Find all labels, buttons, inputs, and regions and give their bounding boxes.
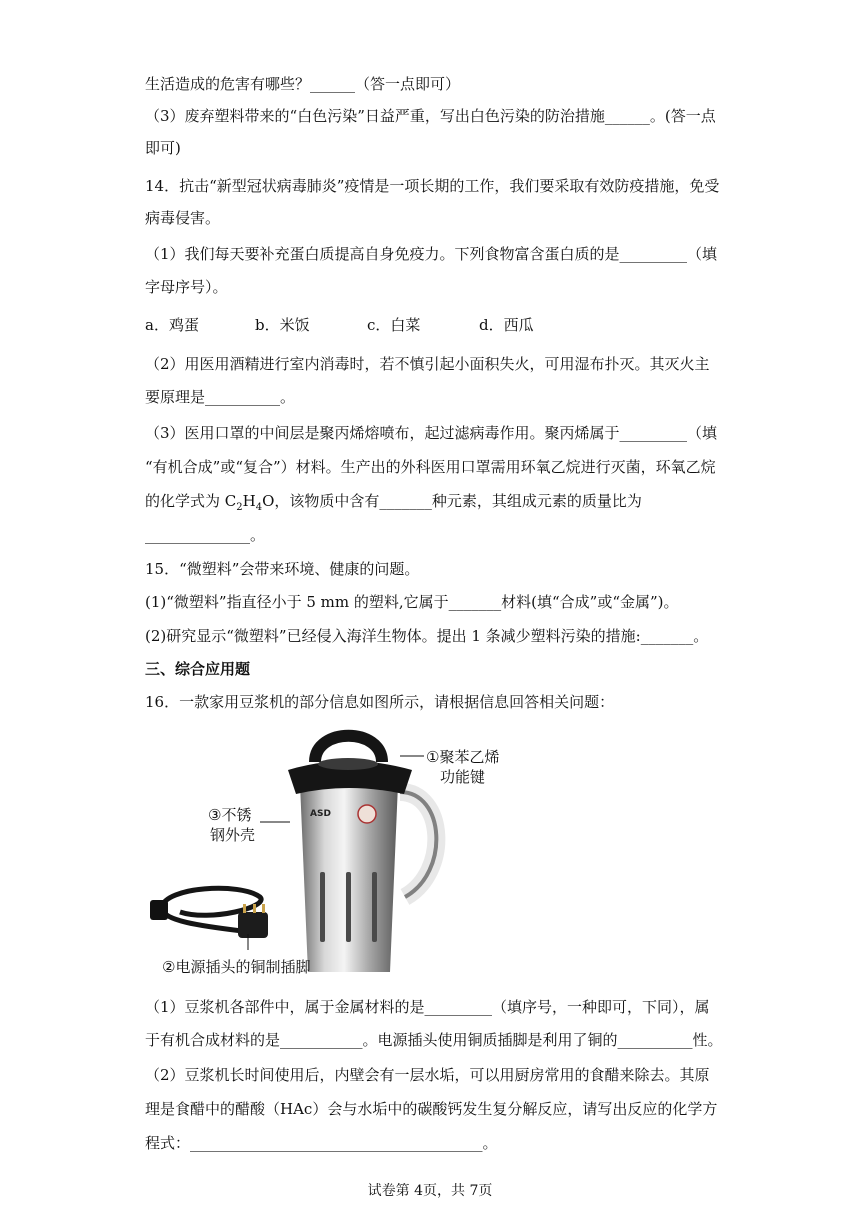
label-polystyrene-key: ①聚苯乙烯 [426,748,500,766]
plug-body [238,912,268,938]
text-line: （1）豆浆机各部件中，属于金属材料的是_________（填序号，一种即可，下同），属 [145,998,710,1016]
text-line: 即可) [145,139,181,157]
label-steel-shell-2: 钢外壳 [210,826,256,844]
kettle-handle [400,792,436,897]
options-row [145,314,705,336]
plug-pin [262,904,265,913]
soymilk-maker-figure [150,722,510,984]
label-copper-pins: ②电源插头的铜制插脚 [162,958,311,976]
section-title: 三、综合应用题 [145,660,251,678]
text-line: 要原理是__________。 [145,388,296,406]
text-line: （3）医用口罩的中间层是聚丙烯熔喷布，起过滤病毒作用。聚丙烯属于_________（填 [145,424,718,442]
text-line: 生活造成的危害有哪些？______（答一点即可） [145,75,461,93]
question-14-stem: 14．抗击“新型冠状病毒肺炎”疫情是一项长期的工作，我们要采取有效防疫措施，免受 [145,177,720,195]
text-line: （2）豆浆机长时间使用后，内壁会有一层水垢，可以用厨房常用的食醋来除去。其原 [145,1066,710,1084]
formula-line: 的化学式为 $C_2H_4O$，该物质中含有_______种元素，其组成元素的质量比为 [145,492,642,513]
text-line: 程式：_______________________________________。 [145,1134,498,1152]
page-footer: 试卷第 4页，共 7页 [367,1183,493,1199]
option-d: d．西瓜 [479,316,534,334]
plug-pin [243,904,246,913]
text-line: ______________。 [145,526,266,544]
plug-pin [253,904,256,913]
text-line: (2)研究显示“微塑料”已经侵入海洋生物体。提出 1 条减少塑料污染的措施:_______。 [145,627,709,645]
question-15-stem: 15．“微塑料”会带来环境、健康的问题。 [145,560,420,578]
text-line: （1）我们每天要补充蛋白质提高自身免疫力。下列食物富含蛋白质的是_________（填 [145,245,718,263]
option-c: c．白菜 [367,316,421,334]
cord-connector [150,900,168,920]
brand-logo: ASD [310,809,331,819]
text-line: (1)“微塑料”指直径小于 5 mm 的塑料,它属于_______材料(填“合成”或“金属”)。 [145,593,679,611]
text-line: “有机合成”或“复合”）材料。生产出的外科医用口罩需用环氧乙烷进行灭菌，环氧乙烷 [145,458,716,476]
label-steel-shell: ③不锈 [208,806,252,824]
soymilk-maker-illustration [150,722,510,984]
text-line: 于有机合成材料的是___________。电源插头使用铜质插脚是利用了铜的__________性。 [145,1031,723,1049]
text-line: 理是食醋中的醋酸（HAc）会与水垢中的碳酸钙发生复分解反应，请写出反应的化学方 [145,1100,718,1118]
option-a: a．鸡蛋 [145,316,199,334]
label-polystyrene-key-2: 功能键 [440,768,486,786]
option-b: b．米饭 [255,316,310,334]
control-button [358,805,376,823]
text-line: 病毒侵害。 [145,209,221,227]
question-16-stem: 16．一款家用豆浆机的部分信息如图所示，请根据信息回答相关问题： [145,693,615,711]
text-line: （3）废弃塑料带来的“白色污染”日益严重，写出白色污染的防治措施______。(答一点 [145,107,716,125]
text-line: 字母序号）。 [145,278,228,296]
text-line: （2）用医用酒精进行室内消毒时，若不慎引起小面积失火，可用湿布扑灭。其灭火主 [145,355,710,373]
